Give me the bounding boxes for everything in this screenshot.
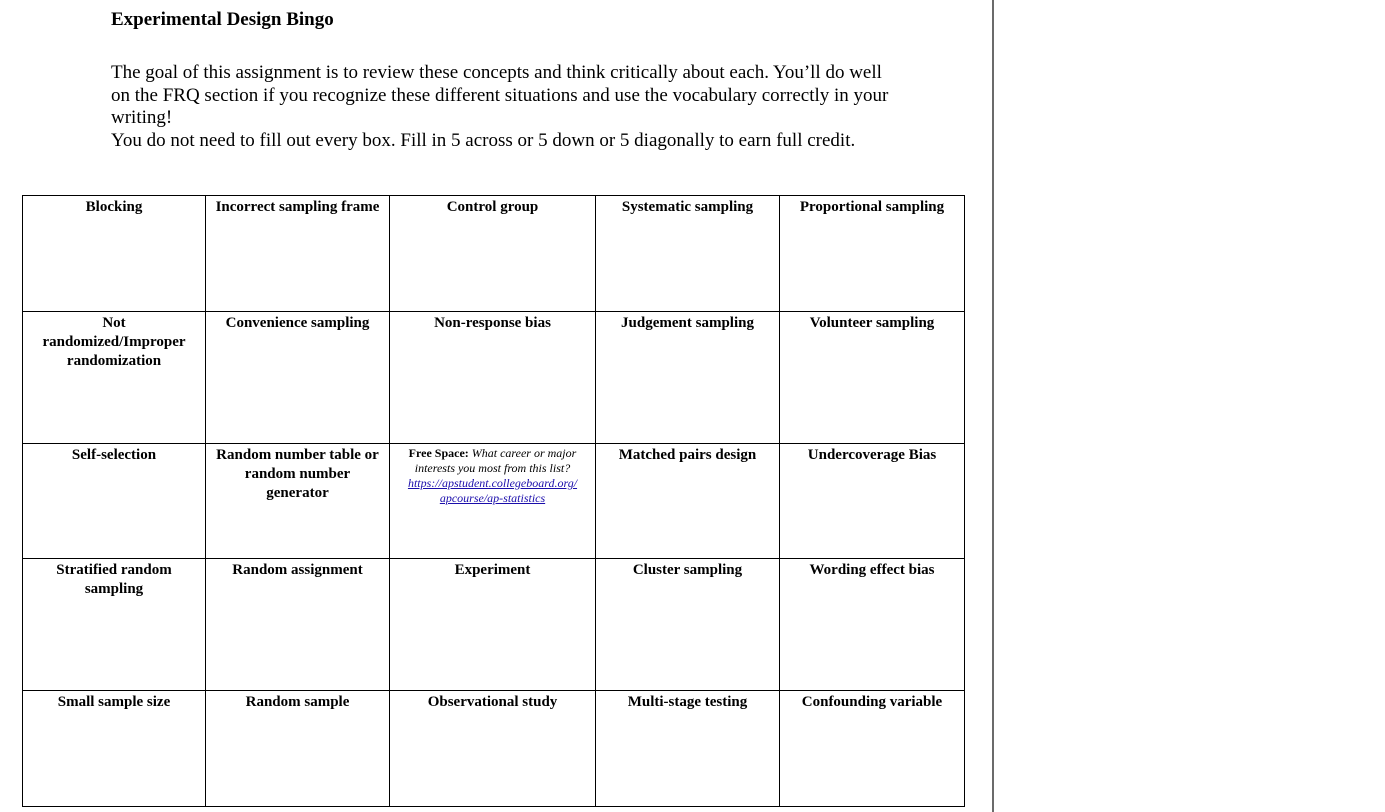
bingo-row xyxy=(23,196,965,312)
bingo-cell[interactable]: Matched pairs design xyxy=(596,444,780,559)
bingo-row xyxy=(23,444,965,559)
page-title: Experimental Design Bingo xyxy=(111,9,334,30)
bingo-row xyxy=(23,691,965,807)
bingo-row xyxy=(23,312,965,444)
bingo-cell[interactable]: Undercoverage Bias xyxy=(780,444,965,559)
free-space-question: What career or major interests you most from this list? xyxy=(414,446,577,475)
bingo-cell[interactable]: Wording effect bias xyxy=(780,559,965,691)
bingo-cell[interactable]: Self-selection xyxy=(23,444,206,559)
page-edge-divider xyxy=(992,0,994,812)
bingo-cell[interactable]: Confounding variable xyxy=(780,691,965,807)
bingo-cell[interactable]: Systematic sampling xyxy=(596,196,780,312)
bingo-cell[interactable]: Judgement sampling xyxy=(596,312,780,444)
bingo-cell[interactable]: Convenience sampling xyxy=(206,312,390,444)
bingo-cell[interactable]: Stratified random sampling xyxy=(23,559,206,691)
bingo-cell[interactable]: Random assignment xyxy=(206,559,390,691)
bingo-cell[interactable]: Experiment xyxy=(390,559,596,691)
instructions xyxy=(111,62,891,152)
bingo-cell[interactable]: Observational study xyxy=(390,691,596,807)
bingo-cell[interactable]: Not randomized/Improper randomization xyxy=(23,312,206,444)
bingo-grid xyxy=(22,195,965,807)
bingo-cell[interactable]: Non-response bias xyxy=(390,312,596,444)
bingo-cell[interactable]: Volunteer sampling xyxy=(780,312,965,444)
bingo-row xyxy=(23,559,965,691)
bingo-cell[interactable]: Blocking xyxy=(23,196,206,312)
bingo-cell[interactable]: Multi-stage testing xyxy=(596,691,780,807)
instructions-fill: You do not need to fill out every box. Fill in 5 across or 5 down or 5 diagonally to earn full credit. xyxy=(111,129,856,151)
bingo-cell[interactable]: Cluster sampling xyxy=(596,559,780,691)
bingo-cell[interactable]: Proportional sampling xyxy=(780,196,965,312)
instructions-goal: The goal of this assignment is to review these concepts and think critically about each. You’ll do well on the FRQ section if you recognize these different situations and use the vocabulary correctly in your writing! xyxy=(111,62,889,128)
bingo-cell[interactable]: Random sample xyxy=(206,691,390,807)
bingo-cell[interactable]: Control group xyxy=(390,196,596,312)
bingo-cell[interactable]: Random number table or random number generator xyxy=(206,444,390,559)
collegeboard-link[interactable]: https://apstudent.collegeboard.org/ apcourse/ap-statistics xyxy=(407,476,578,505)
bingo-cell[interactable]: Incorrect sampling frame xyxy=(206,196,390,312)
free-space-label: Free Space: xyxy=(408,446,469,460)
bingo-cell-free-space[interactable] xyxy=(390,444,596,559)
bingo-cell[interactable]: Small sample size xyxy=(23,691,206,807)
